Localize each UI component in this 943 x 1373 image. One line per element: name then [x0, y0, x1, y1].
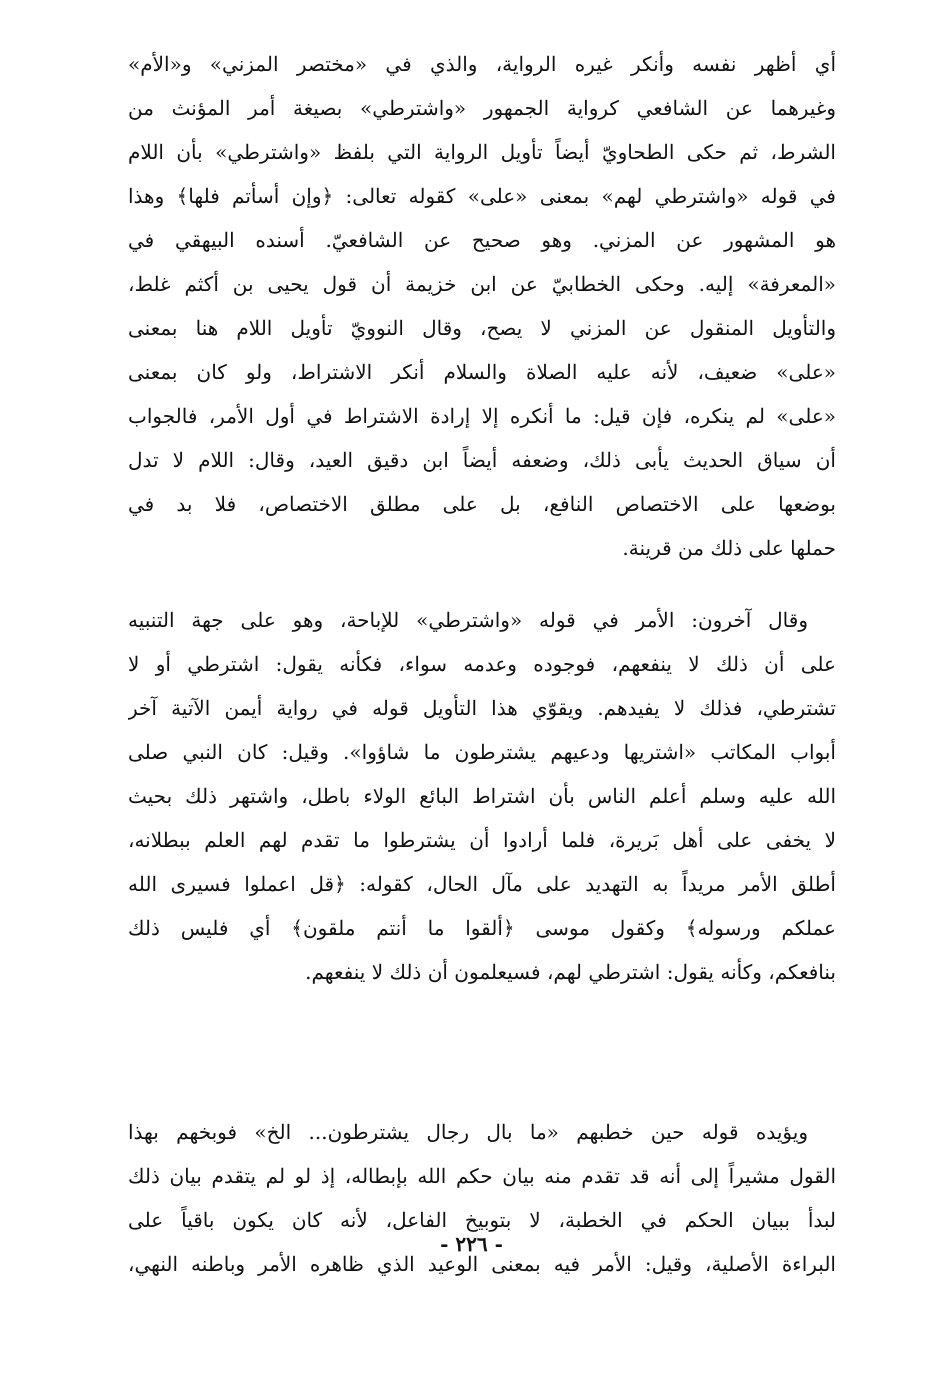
text-line: أي أظهر نفسه وأنكر غيره الرواية، والذي في «مختصر المزني» و«الأم»	[128, 52, 836, 76]
text-line: أطلق الأمر مريداً به التهديد على مآل الحال، كقوله: ﴿قل اعملوا فسيرى الله	[128, 872, 836, 896]
text-line: «على» ضعيف، لأنه عليه الصلاة والسلام أنكر الاشتراط، ولو كان بمعنى	[128, 360, 836, 384]
text-line: هو المشهور عن المزني. وهو صحيح عن الشافعيّ. أسنده البيهقي في	[128, 228, 836, 252]
text-line: أبواب المكاتب «اشتريها ودعيهم يشترطون ما شاؤوا». وقيل: كان النبي صلى	[128, 740, 836, 764]
text-line: البراءة الأصلية، وقيل: الأمر فيه بمعنى الوعيد الذي ظاهره الأمر وباطنه النهي،	[128, 1252, 836, 1276]
text-line: على أن ذلك لا ينفعهم، فوجوده وعدمه سواء، فكأنه يقول: اشترطي أو لا	[128, 652, 836, 676]
text-line: حملها على ذلك من قرينة.	[622, 536, 836, 560]
text-line: تشترطي، فذلك لا يفيدهم. ويقوّي هذا التأويل قوله في رواية أيمن الآتية آخر	[128, 696, 836, 720]
paragraph-1	[128, 42, 836, 570]
text-line: في قوله «واشترطي لهم» بمعنى «على» كقوله تعالى: ﴿وإن أسأتم فلها﴾ وهذا	[128, 184, 836, 208]
text-line: الله عليه وسلم أعلم الناس بأن اشتراط البائع الولاء باطل، واشتهر ذلك بحيث	[128, 784, 836, 808]
text-line: «المعرفة» إليه. وحكى الخطابيّ عن ابن خزيمة أن قول يحيى بن أكثم غلط،	[128, 272, 836, 296]
text-line: لا يخفى على أهل بَريرة، فلما أرادوا أن يشترطوا ما تقدم لهم العلم ببطلانه،	[128, 828, 836, 852]
text-line: بنافعكم، وكأنه يقول: اشترطي لهم، فسيعلمون أن ذلك لا ينفعهم.	[305, 960, 836, 984]
page-number: - ٢٢٦ -	[440, 1232, 503, 1256]
text-line: بوضعها على الاختصاص النافع، بل على مطلق الاختصاص، فلا بد في	[128, 492, 836, 516]
text-line: ويؤيده قوله حين خطبهم «ما بال رجال يشترطون... الخ» فوبخهم بهذا	[128, 1120, 808, 1144]
text-line: عملكم ورسوله﴾ وكقول موسى ﴿ألقوا ما أنتم ملقون﴾ أي فليس ذلك	[128, 916, 836, 940]
text-line: وغيرهما عن الشافعي كرواية الجمهور «واشترطي» بصيغة أمر المؤنث من	[128, 96, 836, 120]
text-line: الشرط، ثم حكى الطحاويّ أيضاً تأويل الرواية التي بلفظ «واشترطي» بأن اللام	[128, 140, 836, 164]
text-line: وقال آخرون: الأمر في قوله «واشترطي» للإباحة، وهو على جهة التنبيه	[128, 608, 808, 632]
text-line: والتأويل المنقول عن المزني لا يصح، وقال النوويّ تأويل اللام هنا بمعنى	[128, 316, 836, 340]
paragraph-2	[128, 598, 836, 994]
text-line: «على» لم ينكره، فإن قيل: ما أنكره إلا إرادة الاشتراط في أول الأمر، فالجواب	[128, 404, 836, 428]
text-line: القول مشيراً إلى أنه قد تقدم منه بيان حكم الله بإبطاله، إذ لو لم يتقدم بيان ذلك	[128, 1164, 836, 1188]
text-line: لبدأ ببيان الحكم في الخطبة، لا بتوبيخ الفاعل، لأنه كان يكون باقياً على	[128, 1208, 836, 1232]
text-line: أن سياق الحديث يأبى ذلك، وضعفه أيضاً ابن دقيق العيد، وقال: اللام لا تدل	[128, 448, 836, 472]
paragraph-3	[128, 1110, 836, 1286]
